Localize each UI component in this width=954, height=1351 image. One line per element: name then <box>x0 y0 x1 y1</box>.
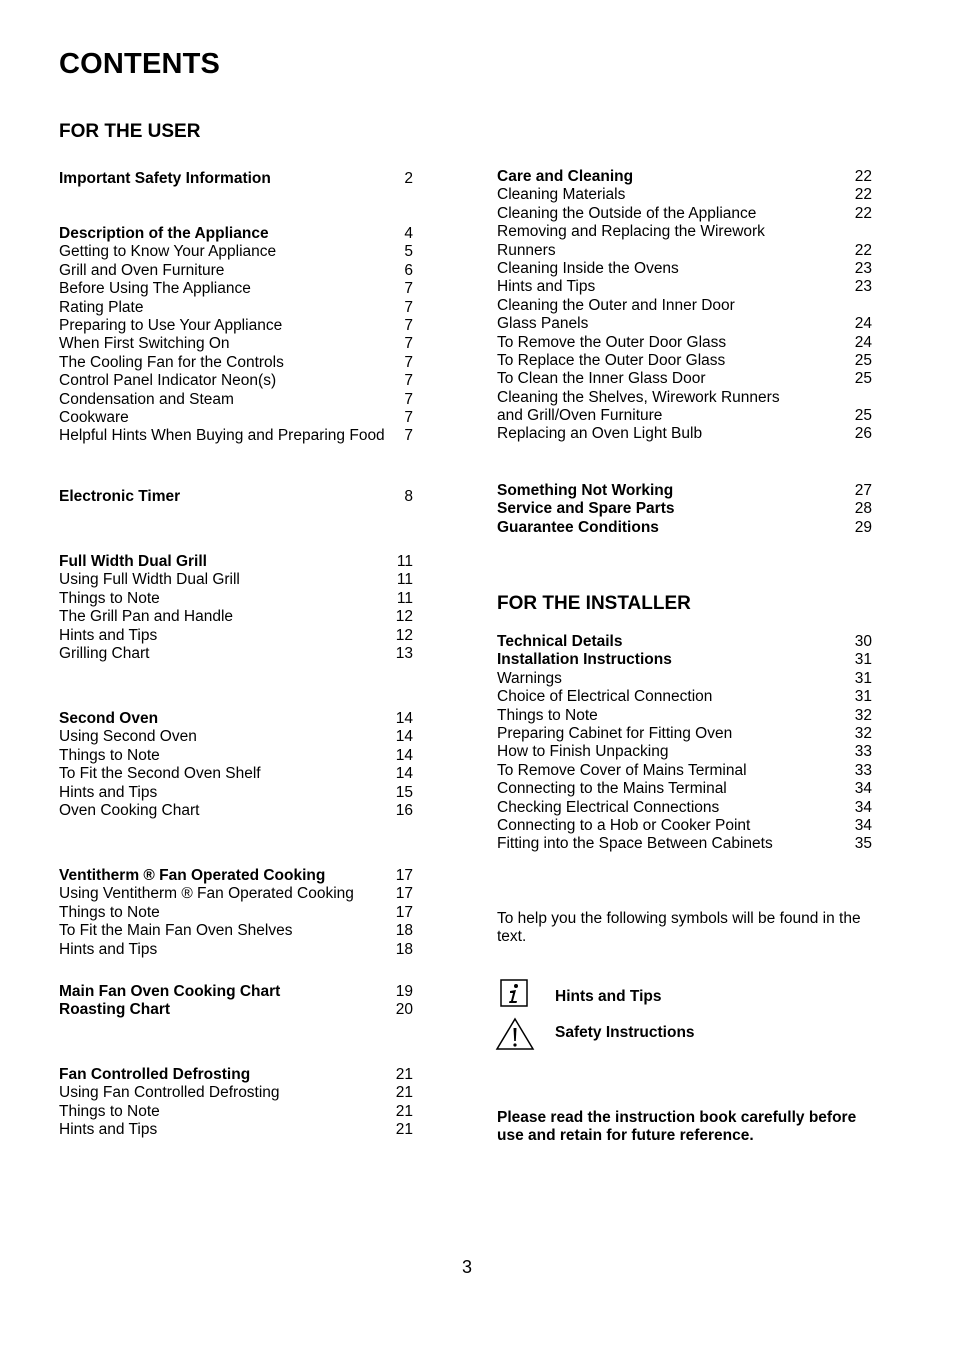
toc-entry-page: 25 <box>854 351 872 369</box>
toc-entry-label: Cleaning Inside the Ovens <box>497 259 679 277</box>
toc-entry-page: 14 <box>395 765 413 783</box>
toc-entry-label: Description of the Appliance <box>59 225 269 242</box>
toc-entry <box>497 260 872 278</box>
toc-entry <box>497 370 872 388</box>
toc-entry-page: 11 <box>396 553 413 570</box>
toc-entry <box>59 427 413 445</box>
info-icon <box>500 979 528 1007</box>
toc-entry-page: 15 <box>395 783 413 801</box>
toc-group <box>59 1066 413 1140</box>
toc-entry <box>59 608 413 626</box>
toc-group <box>59 170 413 188</box>
page-title: CONTENTS <box>59 48 221 80</box>
toc-entry-page: 20 <box>395 1001 413 1019</box>
toc-entry-label: Fitting into the Space Between Cabinets <box>497 835 773 853</box>
toc-entry-page: 22 <box>854 241 872 259</box>
toc-entry-label: Things to Note <box>59 1102 160 1120</box>
toc-entry <box>59 317 413 335</box>
toc-group <box>59 553 413 663</box>
toc-entry-label: Control Panel Indicator Neon(s) <box>59 372 277 390</box>
toc-entry-page: 11 <box>396 571 413 589</box>
toc-entry-label: Service and Spare Parts <box>497 500 675 518</box>
toc-group <box>59 488 413 506</box>
toc-entry-page: 32 <box>854 706 872 724</box>
toc-entry-label: Using Second Oven <box>59 728 197 746</box>
toc-entry <box>497 334 872 352</box>
toc-entry <box>497 835 872 853</box>
toc-entry <box>59 1103 413 1121</box>
toc-entry <box>59 262 413 280</box>
toc-entry <box>59 299 413 317</box>
toc-entry-page: 7 <box>404 335 413 353</box>
toc-entry <box>59 571 413 589</box>
toc-entry-page: 31 <box>854 669 872 687</box>
toc-group <box>59 225 413 446</box>
toc-heading-entry <box>59 983 413 1001</box>
toc-entry <box>497 762 872 780</box>
toc-entry-page: 24 <box>854 315 872 333</box>
toc-entry-page: 34 <box>854 798 872 816</box>
toc-entry <box>497 352 872 370</box>
toc-entry <box>497 817 872 835</box>
toc-entry <box>59 280 413 298</box>
toc-heading-entry <box>59 553 413 571</box>
toc-heading-entry <box>497 500 872 518</box>
notice-text: Please read the instruction book carefully before use and retain for future reference. <box>497 1109 857 1145</box>
toc-entry-label: To Clean the Inner Glass Door <box>497 370 706 388</box>
toc-entry-label: Care and Cleaning <box>497 168 634 185</box>
toc-entry-page: 22 <box>854 186 872 204</box>
toc-group <box>497 633 872 854</box>
toc-entry-label: Grilling Chart <box>59 644 150 662</box>
toc-entry <box>59 941 413 959</box>
toc-entry <box>59 590 413 608</box>
toc-entry-page: 32 <box>854 724 872 742</box>
toc-heading-entry <box>497 651 872 669</box>
toc-entry-label: Important Safety Information <box>59 170 271 187</box>
toc-heading-entry <box>59 867 413 885</box>
toc-entry <box>59 922 413 940</box>
toc-entry-label: Preparing Cabinet for Fitting Oven <box>497 724 733 742</box>
toc-entry-page: 31 <box>854 688 872 706</box>
toc-entry-label: To Remove the Outer Door Glass <box>497 333 727 351</box>
toc-entry-label: Cleaning the Outside of the Appliance <box>497 204 757 222</box>
toc-entry-page: 14 <box>395 728 413 746</box>
toc-entry-label: and Grill/Oven Furniture <box>497 407 663 425</box>
toc-entry-page: 21 <box>395 1121 413 1139</box>
toc-entry-label: Replacing an Oven Light Bulb <box>497 425 703 443</box>
toc-entry <box>497 780 872 798</box>
toc-entry-page: 7 <box>404 280 413 298</box>
toc-entry <box>497 725 872 743</box>
toc-entry-label: Ventitherm ® Fan Operated Cooking <box>59 867 326 884</box>
toc-entry <box>497 315 872 333</box>
toc-entry-label: Hints and Tips <box>497 278 596 296</box>
toc-entry-label: Using Fan Controlled Defrosting <box>59 1084 280 1102</box>
toc-entry-label: Guarantee Conditions <box>497 518 659 536</box>
toc-entry <box>497 278 872 296</box>
toc-entry-page: 25 <box>854 407 872 425</box>
toc-entry-page: 5 <box>404 243 413 261</box>
toc-entry-page: 35 <box>854 835 872 853</box>
toc-entry-page: 26 <box>854 425 872 443</box>
toc-entry-label: Warnings <box>497 669 562 687</box>
toc-entry-page: 27 <box>854 482 872 499</box>
toc-entry-page: 22 <box>854 204 872 222</box>
toc-entry-page: 33 <box>854 743 872 761</box>
toc-entry <box>497 389 872 407</box>
toc-group <box>59 867 413 959</box>
toc-entry <box>59 645 413 663</box>
toc-entry-page: 2 <box>404 170 413 187</box>
toc-entry-label: Hints and Tips <box>59 1121 158 1139</box>
toc-entry-label: Fan Controlled Defrosting <box>59 1066 251 1083</box>
toc-group <box>59 710 413 820</box>
toc-entry-label: Connecting to the Mains Terminal <box>497 780 727 798</box>
toc-entry-label: Main Fan Oven Cooking Chart <box>59 983 281 1000</box>
toc-entry-page: 7 <box>404 408 413 426</box>
toc-entry-label: Runners <box>497 241 556 259</box>
toc-entry-page: 28 <box>854 500 872 518</box>
toc-entry-page: 7 <box>404 298 413 316</box>
toc-entry-page: 18 <box>395 940 413 958</box>
toc-entry <box>59 747 413 765</box>
page-number: 3 <box>462 1257 473 1277</box>
toc-group <box>497 482 872 537</box>
toc-entry <box>59 354 413 372</box>
toc-entry-page: 23 <box>854 278 872 296</box>
toc-entry-label: Choice of Electrical Connection <box>497 688 713 706</box>
toc-entry-page: 18 <box>395 922 413 940</box>
toc-entry-label: Before Using The Appliance <box>59 280 251 298</box>
toc-heading-entry <box>497 519 872 537</box>
toc-entry-label: Condensation and Steam <box>59 390 234 408</box>
toc-entry-label: Hints and Tips <box>59 626 158 644</box>
toc-entry <box>497 242 872 260</box>
toc-entry-label: Second Oven <box>59 710 159 727</box>
toc-entry-label: Helpful Hints When Buying and Preparing Food <box>59 427 385 445</box>
toc-entry <box>497 670 872 688</box>
toc-group <box>59 983 413 1020</box>
toc-entry-page: 21 <box>395 1066 413 1083</box>
toc-entry-label: Things to Note <box>59 903 160 921</box>
toc-entry-page: 34 <box>854 816 872 834</box>
toc-entry-page: 19 <box>395 983 413 1000</box>
toc-entry-page: 21 <box>395 1084 413 1102</box>
toc-entry-label: To Replace the Outer Door Glass <box>497 351 726 369</box>
toc-entry-label: Electronic Timer <box>59 488 181 505</box>
toc-entry-label: Cleaning Materials <box>497 186 626 204</box>
toc-entry-label: Hints and Tips <box>59 940 158 958</box>
toc-entry-page: 12 <box>395 608 413 626</box>
toc-entry-page: 13 <box>395 644 413 662</box>
toc-entry-label: Hints and Tips <box>59 783 158 801</box>
toc-entry-label: Grill and Oven Furniture <box>59 261 225 279</box>
toc-entry <box>497 186 872 204</box>
toc-entry-page: 29 <box>854 518 872 536</box>
toc-heading-entry <box>59 1066 413 1084</box>
symbol-label-safety: Safety Instructions <box>555 1024 695 1041</box>
toc-entry <box>59 885 413 903</box>
toc-entry <box>59 372 413 390</box>
toc-entry <box>497 707 872 725</box>
toc-entry-label: Getting to Know Your Appliance <box>59 243 277 261</box>
toc-entry-label: Using Full Width Dual Grill <box>59 571 240 589</box>
toc-entry <box>59 728 413 746</box>
toc-entry-page: 17 <box>395 885 413 903</box>
toc-entry-page: 14 <box>395 746 413 764</box>
toc-entry-page: 7 <box>404 372 413 390</box>
toc-entry-label: The Grill Pan and Handle <box>59 608 234 626</box>
toc-entry-page: 25 <box>854 370 872 388</box>
toc-entry-label: Connecting to a Hob or Cooker Point <box>497 816 751 834</box>
toc-entry-label: To Fit the Second Oven Shelf <box>59 765 261 783</box>
toc-entry <box>59 409 413 427</box>
toc-entry-label: When First Switching On <box>59 335 230 353</box>
toc-group <box>497 168 872 444</box>
warning-icon <box>495 1017 535 1051</box>
toc-entry-label: Things to Note <box>59 589 160 607</box>
toc-entry <box>59 243 413 261</box>
toc-entry-page: 14 <box>395 710 413 727</box>
symbol-label-hints: Hints and Tips <box>555 988 662 1005</box>
toc-entry <box>59 1121 413 1139</box>
toc-entry <box>497 743 872 761</box>
toc-entry-label: How to Finish Unpacking <box>497 743 669 761</box>
toc-entry-label: The Cooling Fan for the Controls <box>59 353 284 371</box>
toc-heading-entry <box>59 710 413 728</box>
toc-entry-page: 7 <box>404 316 413 334</box>
toc-entry <box>59 802 413 820</box>
toc-entry-label: Things to Note <box>497 706 598 724</box>
toc-heading-entry <box>59 488 413 506</box>
toc-entry-page: 11 <box>396 589 413 607</box>
toc-entry-page: 7 <box>404 427 413 445</box>
toc-entry-label: Roasting Chart <box>59 1001 171 1019</box>
toc-entry-page: 4 <box>404 225 413 242</box>
toc-entry-label: To Fit the Main Fan Oven Shelves <box>59 922 293 940</box>
toc-entry-label: To Remove Cover of Mains Terminal <box>497 761 747 779</box>
toc-entry <box>59 765 413 783</box>
toc-entry-page: 24 <box>854 333 872 351</box>
toc-entry <box>497 297 872 315</box>
toc-entry-page: 17 <box>395 867 413 884</box>
section-heading-installer: FOR THE INSTALLER <box>497 593 691 614</box>
toc-entry <box>59 627 413 645</box>
toc-entry-page: 22 <box>854 168 872 185</box>
toc-entry-label: Something Not Working <box>497 482 674 499</box>
toc-entry-label: Removing and Replacing the Wirework <box>497 223 765 241</box>
toc-entry-label: Using Ventitherm ® Fan Operated Cooking <box>59 885 354 903</box>
toc-entry-label: Oven Cooking Chart <box>59 801 200 819</box>
toc-entry-page: 23 <box>854 259 872 277</box>
toc-entry-page: 6 <box>404 261 413 279</box>
toc-entry-page: 7 <box>404 353 413 371</box>
toc-heading-entry <box>59 225 413 243</box>
toc-entry-page: 17 <box>395 903 413 921</box>
toc-entry <box>497 688 872 706</box>
toc-entry <box>59 391 413 409</box>
toc-entry-page: 33 <box>854 761 872 779</box>
toc-entry-label: Cookware <box>59 408 129 426</box>
toc-entry <box>59 904 413 922</box>
toc-entry <box>59 784 413 802</box>
toc-heading-entry <box>497 482 872 500</box>
symbols-intro: To help you the following symbols will be found in the text. <box>497 910 861 946</box>
toc-entry-label: Glass Panels <box>497 315 589 333</box>
toc-heading-entry <box>497 633 872 651</box>
toc-entry <box>497 223 872 241</box>
toc-entry-page: 7 <box>404 390 413 408</box>
toc-heading-entry <box>59 1001 413 1019</box>
toc-entry <box>497 799 872 817</box>
toc-entry-label: Cleaning the Shelves, Wirework Runners <box>497 388 780 406</box>
toc-entry <box>497 407 872 425</box>
toc-entry-label: Cleaning the Outer and Inner Door <box>497 296 735 314</box>
toc-entry <box>59 1084 413 1102</box>
toc-entry-label: Installation Instructions <box>497 651 672 669</box>
toc-entry <box>497 205 872 223</box>
toc-entry-page: 30 <box>854 633 872 650</box>
toc-entry-page: 21 <box>395 1102 413 1120</box>
toc-entry <box>497 425 872 443</box>
toc-entry-label: Checking Electrical Connections <box>497 798 720 816</box>
toc-entry-page: 12 <box>395 626 413 644</box>
toc-heading-entry <box>59 170 413 188</box>
toc-entry-label: Rating Plate <box>59 298 144 316</box>
toc-entry <box>59 335 413 353</box>
section-heading-user: FOR THE USER <box>59 121 201 142</box>
toc-entry-page: 34 <box>854 780 872 798</box>
toc-entry-page: 31 <box>854 651 872 669</box>
toc-entry-label: Preparing to Use Your Appliance <box>59 316 283 334</box>
toc-entry-page: 8 <box>404 488 413 505</box>
toc-entry-label: Things to Note <box>59 746 160 764</box>
toc-entry-page: 16 <box>395 801 413 819</box>
toc-entry-label: Full Width Dual Grill <box>59 553 207 570</box>
toc-entry-label: Technical Details <box>497 633 623 650</box>
toc-heading-entry <box>497 168 872 186</box>
